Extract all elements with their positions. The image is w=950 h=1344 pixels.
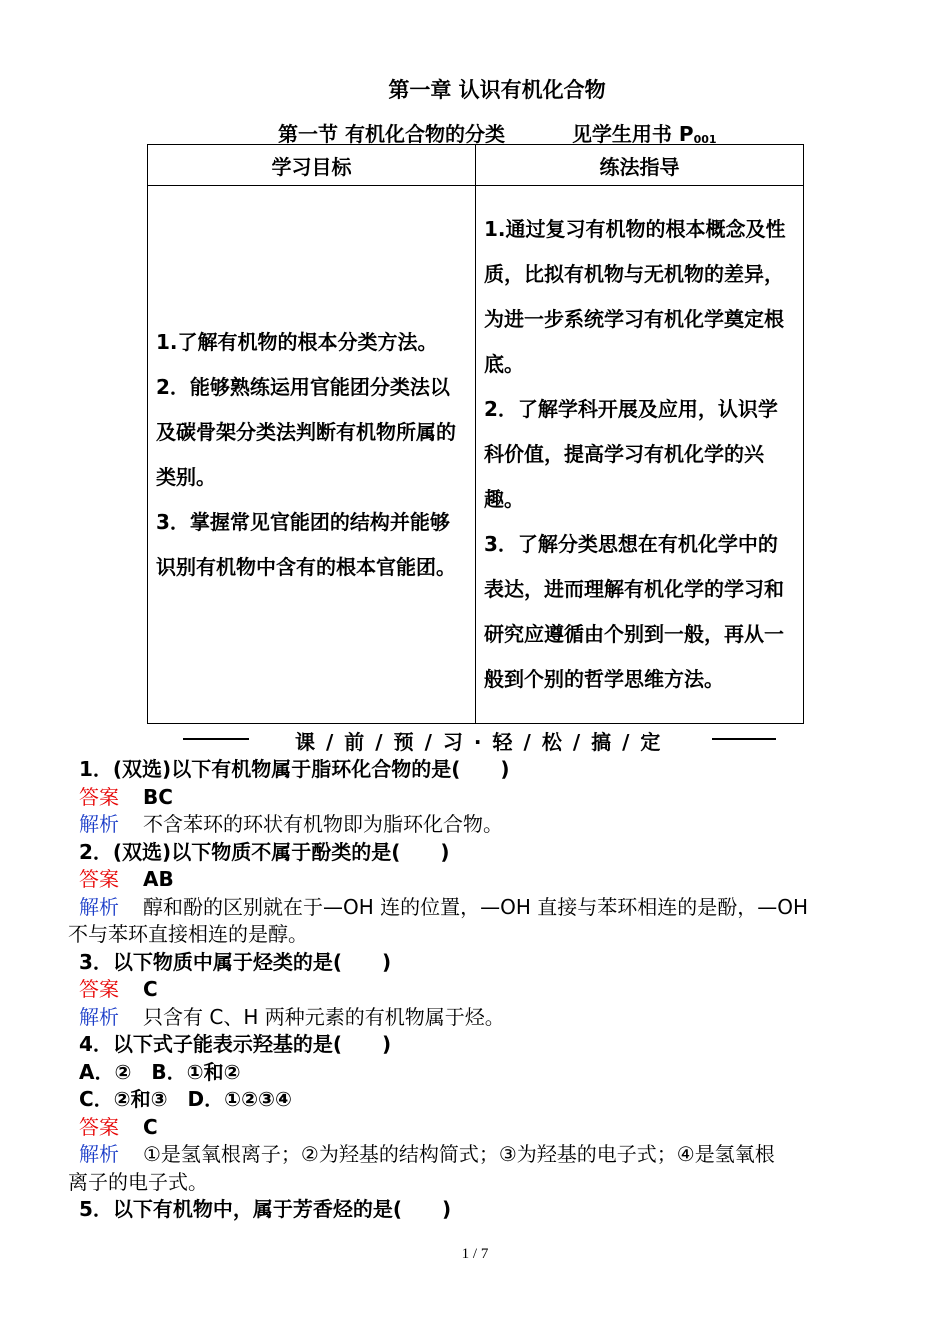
analysis-text-continued: 离子的电子式。 bbox=[68, 1170, 208, 1194]
answer-value: AB bbox=[143, 867, 174, 891]
goal-item: 3．掌握常见官能团的结构并能够识别有机物中含有的根本官能团。 bbox=[156, 509, 456, 579]
goal-item: 2．能够熟练运用官能团分类法以及碳骨架分类法判断有机物所属的类别。 bbox=[156, 374, 456, 489]
question-stem: 3．以下物质中属于烃类的是( ) bbox=[79, 950, 392, 974]
answer-label: 答案 bbox=[79, 1115, 119, 1139]
answer-line bbox=[79, 863, 174, 892]
guide-item: 2．了解学科开展及应用，认识学科价值，提高学习有机化学的兴趣。 bbox=[484, 397, 778, 511]
header-learning-goals: 学习目标 bbox=[148, 145, 476, 186]
analysis-label: 解析 bbox=[79, 1142, 119, 1166]
answer-line bbox=[79, 1111, 158, 1140]
practice-guide-cell bbox=[476, 186, 804, 724]
divider-line bbox=[712, 738, 776, 740]
section-title-row bbox=[278, 118, 717, 147]
option-line: A．② B．①和② bbox=[79, 1060, 241, 1084]
divider-line bbox=[183, 738, 249, 740]
guide-item: 1.通过复习有机物的根本概念及性质，比拟有机物与无机物的差异，为进一步系统学习有机化学奠定根底。 bbox=[484, 217, 786, 376]
answer-label: 答案 bbox=[79, 867, 119, 891]
page-number: 1 / 7 bbox=[461, 1246, 489, 1262]
learning-goals-cell bbox=[148, 186, 476, 724]
question-stem: 5．以下有机物中，属于芳香烃的是( ) bbox=[79, 1197, 452, 1221]
header-practice-guide: 练法指导 bbox=[476, 145, 804, 186]
goal-item: 1.了解有机物的根本分类方法。 bbox=[156, 329, 438, 354]
analysis-text-continued: 不与苯环直接相连的是醇。 bbox=[68, 922, 308, 946]
question-stem: 4．以下式子能表示羟基的是( ) bbox=[79, 1032, 392, 1056]
chapter-title: 第一章 认识有机化合物 bbox=[388, 78, 606, 102]
divider-label: 课/前/预/习·轻/松/搞/定 bbox=[295, 730, 672, 754]
answer-value: BC bbox=[143, 785, 173, 809]
answer-label: 答案 bbox=[79, 785, 119, 809]
analysis-label: 解析 bbox=[79, 1005, 119, 1029]
analysis-text: ①是氢氧根离子；②为羟基的结构简式；③为羟基的电子式；④是氢氧根 bbox=[143, 1142, 775, 1166]
learning-goals-table bbox=[147, 144, 804, 724]
section-title: 第一节 有机化合物的分类 bbox=[278, 122, 505, 146]
analysis-text: 不含苯环的环状有机物即为脂环化合物。 bbox=[143, 812, 503, 836]
question-stem: 2．(双选)以下物质不属于酚类的是( ) bbox=[79, 840, 450, 864]
option-line: C．②和③ D．①②③④ bbox=[79, 1087, 292, 1111]
analysis-text: 只含有 C、H 两种元素的有机物属于烃。 bbox=[143, 1005, 505, 1029]
answer-line bbox=[79, 973, 158, 1002]
analysis-line bbox=[79, 1001, 505, 1030]
analysis-line bbox=[79, 808, 503, 837]
question-stem: 1．(双选)以下有机物属于脂环化合物的是( ) bbox=[79, 757, 510, 781]
section-divider bbox=[0, 724, 950, 754]
answer-line bbox=[79, 781, 173, 810]
analysis-line bbox=[79, 891, 808, 920]
analysis-label: 解析 bbox=[79, 895, 119, 919]
page-reference: 见学生用书 $P_{001}$ bbox=[571, 122, 717, 146]
answer-value: C bbox=[143, 1115, 158, 1139]
answer-label: 答案 bbox=[79, 977, 119, 1001]
analysis-text: 醇和酚的区别就在于—OH 连的位置，—OH 直接与苯环相连的是酚，—OH bbox=[143, 895, 809, 919]
analysis-line bbox=[79, 1138, 775, 1167]
analysis-label: 解析 bbox=[79, 812, 119, 836]
answer-value: C bbox=[143, 977, 158, 1001]
guide-item: 3．了解分类思想在有机化学中的表达，进而理解有机化学的学习和研究应遵循由个别到一般，再从一般到个别的哲学思维方法。 bbox=[484, 532, 784, 691]
